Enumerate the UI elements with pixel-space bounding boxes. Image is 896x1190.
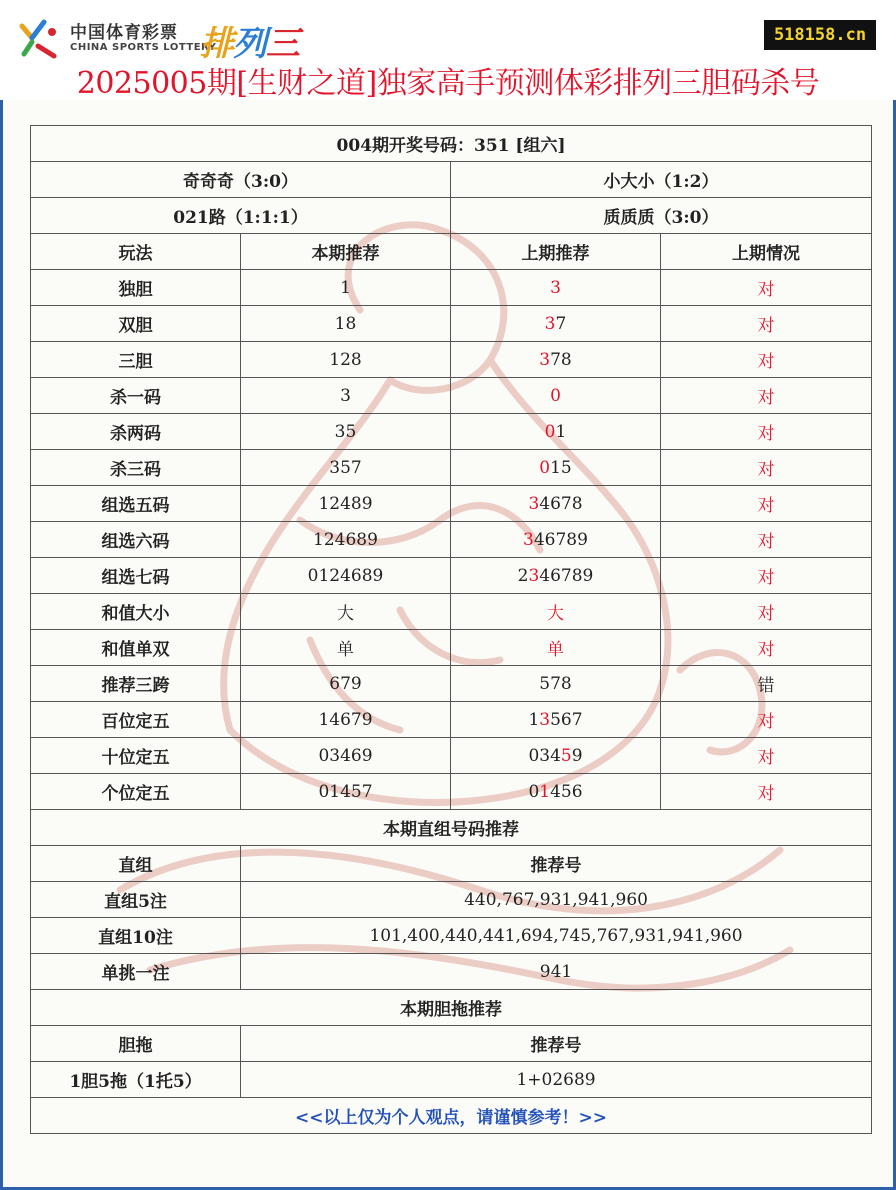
current-pick: 128: [241, 342, 451, 378]
current-pick: 12489: [241, 486, 451, 522]
current-pick: 124689: [241, 522, 451, 558]
dantuo-header-row: [31, 1026, 872, 1062]
play-type: 杀三码: [31, 450, 241, 486]
prediction-row: [31, 270, 872, 306]
dantuo-label: 1胆5拖（1托5）: [31, 1062, 241, 1098]
previous-pick: [451, 306, 661, 342]
footer-row: [31, 1098, 872, 1134]
column-header: 上期情况: [661, 234, 872, 270]
footer-note: <<以上仅为个人观点，请谨慎参考！>>: [31, 1098, 872, 1134]
prediction-row: [31, 522, 872, 558]
prediction-row: [31, 342, 872, 378]
direct-section-row: [31, 810, 872, 846]
prev-hit-digit: 3: [528, 565, 540, 586]
prediction-rows: [31, 270, 872, 810]
column-header: 玩法: [31, 234, 241, 270]
current-pick: 01457: [241, 774, 451, 810]
previous-pick: [451, 270, 661, 306]
play-type: 推荐三跨: [31, 666, 241, 702]
prediction-row: [31, 558, 872, 594]
dantuo-section-title: 本期胆拖推荐: [31, 990, 872, 1026]
play-type: 组选七码: [31, 558, 241, 594]
site-badge: 518158.cn: [764, 20, 876, 50]
odd-even-pattern: 奇奇奇（3:0）: [31, 162, 451, 198]
current-pick: 18: [241, 306, 451, 342]
direct-row: [31, 918, 872, 954]
direct-row: [31, 954, 872, 990]
previous-status: 错: [661, 666, 872, 702]
play-type: 个位定五: [31, 774, 241, 810]
direct-value: 941: [241, 954, 872, 990]
previous-status: 对: [661, 738, 872, 774]
current-pick: 1: [241, 270, 451, 306]
pattern-row-2: [31, 198, 872, 234]
previous-pick: [451, 522, 661, 558]
current-pick: 3: [241, 378, 451, 414]
prediction-row: [31, 666, 872, 702]
previous-pick: [451, 666, 661, 702]
dantuo-row: [31, 1062, 872, 1098]
prev-rest: 567: [550, 709, 583, 730]
direct-header-row: [31, 846, 872, 882]
prediction-table: [30, 125, 872, 1134]
road-pattern: 021路（1:1:1）: [31, 198, 451, 234]
brand-char-3: 三: [266, 24, 299, 64]
prev-rest: 7: [555, 313, 567, 334]
prev-rest: 9: [571, 745, 583, 766]
previous-status: 对: [661, 450, 872, 486]
dantuo-section-row: [31, 990, 872, 1026]
prev-hit-digit: 3: [523, 529, 534, 550]
previous-status: 对: [661, 414, 872, 450]
previous-pick: [451, 702, 661, 738]
previous-status: 对: [661, 774, 872, 810]
direct-value: 101,400,440,441,694,745,767,931,941,960: [241, 918, 872, 954]
current-pick: 03469: [241, 738, 451, 774]
prediction-row: [31, 486, 872, 522]
prediction-row: [31, 702, 872, 738]
prev-rest: 78: [550, 349, 572, 370]
pattern-row-1: [31, 162, 872, 198]
previous-pick: [451, 414, 661, 450]
prev-plain: 578: [539, 673, 572, 694]
logo-en-text: CHINA SPORTS LOTTERY: [70, 42, 217, 53]
direct-section-title: 本期直组号码推荐: [31, 810, 872, 846]
direct-value: 440,767,931,941,960: [241, 882, 872, 918]
prediction-row: [31, 594, 872, 630]
prev-rest: 456: [550, 781, 583, 802]
prev-hit-digit: 1: [539, 781, 551, 802]
column-header-row: [31, 234, 872, 270]
previous-status: 对: [661, 558, 872, 594]
lottery-logo: [18, 16, 328, 62]
prev-hit-digit: 3: [544, 313, 556, 334]
current-pick: 357: [241, 450, 451, 486]
previous-pick: [451, 774, 661, 810]
previous-pick: [451, 558, 661, 594]
previous-pick: [451, 630, 661, 666]
previous-status: 对: [661, 522, 872, 558]
current-pick: 35: [241, 414, 451, 450]
prev-rest: 46789: [539, 565, 594, 586]
previous-pick: [451, 450, 661, 486]
direct-label: 单挑一注: [31, 954, 241, 990]
brand-char-1: 排: [200, 24, 233, 64]
prev-pre: 1: [528, 709, 540, 730]
play-type: 杀两码: [31, 414, 241, 450]
current-pick: 14679: [241, 702, 451, 738]
prev-hit-digit: 5: [560, 745, 572, 766]
prediction-row: [31, 738, 872, 774]
prev-hit-digit: 0: [550, 385, 561, 406]
prev-hit-digit: 0: [544, 421, 556, 442]
play-type: 三胆: [31, 342, 241, 378]
play-type: 双胆: [31, 306, 241, 342]
column-header: 本期推荐: [241, 234, 451, 270]
direct-label: 直组5注: [31, 882, 241, 918]
dantuo-col-value: 推荐号: [241, 1026, 872, 1062]
prev-pre: 2: [517, 565, 529, 586]
direct-col-value: 推荐号: [241, 846, 872, 882]
prev-hit-digit: 0: [539, 457, 551, 478]
prev-hit-digit: 3: [539, 349, 551, 370]
page-title: 2025005期[生财之道]独家高手预测体彩排列三胆码杀号: [76, 66, 820, 101]
prediction-row: [31, 630, 872, 666]
play-type: 组选五码: [31, 486, 241, 522]
prime-pattern: 质质质（3:0）: [451, 198, 872, 234]
prev-hit-digit: 3: [539, 709, 551, 730]
current-pick: 679: [241, 666, 451, 702]
previous-status: 对: [661, 702, 872, 738]
current-pick: 0124689: [241, 558, 451, 594]
play-type: 和值大小: [31, 594, 241, 630]
previous-status: 对: [661, 378, 872, 414]
play-type: 和值单双: [31, 630, 241, 666]
prev-pre: 034: [528, 745, 561, 766]
play-type: 十位定五: [31, 738, 241, 774]
previous-pick: [451, 594, 661, 630]
prev-hit-digit: 3: [550, 277, 561, 298]
column-header: 上期推荐: [451, 234, 661, 270]
previous-status: 对: [661, 270, 872, 306]
draw-result: 004期开奖号码：351 [组六]: [31, 126, 872, 162]
previous-pick: [451, 738, 661, 774]
prev-pre: 0: [528, 781, 540, 802]
big-small-pattern: 小大小（1:2）: [451, 162, 872, 198]
prev-hit-digit: 3: [528, 493, 540, 514]
direct-label: 直组10注: [31, 918, 241, 954]
dantuo-value: 1+02689: [241, 1062, 872, 1098]
play-type: 独胆: [31, 270, 241, 306]
direct-row: [31, 882, 872, 918]
current-pick: 单: [241, 630, 451, 666]
play-type: 百位定五: [31, 702, 241, 738]
prediction-row: [31, 378, 872, 414]
prediction-row: [31, 774, 872, 810]
prev-rest: 1: [555, 421, 567, 442]
logo-cn-text: 中国体育彩票: [70, 23, 178, 43]
prev-rest: 15: [550, 457, 572, 478]
previous-pick: [451, 378, 661, 414]
direct-col-label: 直组: [31, 846, 241, 882]
brand-char-2: 列: [233, 24, 266, 64]
prev-rest: 4678: [539, 493, 583, 514]
play-type: 杀一码: [31, 378, 241, 414]
prediction-row: [31, 450, 872, 486]
play-type: 组选六码: [31, 522, 241, 558]
logo-mark-icon: [18, 16, 62, 60]
previous-pick: [451, 486, 661, 522]
previous-pick: [451, 342, 661, 378]
header: [0, 0, 896, 100]
prev-hit-digit: 单: [547, 640, 564, 660]
previous-status: 对: [661, 630, 872, 666]
previous-status: 对: [661, 486, 872, 522]
prev-rest: 46789: [533, 529, 588, 550]
previous-status: 对: [661, 306, 872, 342]
dantuo-col-label: 胆拖: [31, 1026, 241, 1062]
previous-status: 对: [661, 594, 872, 630]
previous-status: 对: [661, 342, 872, 378]
prediction-row: [31, 414, 872, 450]
prediction-row: [31, 306, 872, 342]
current-pick: 大: [241, 594, 451, 630]
draw-result-row: [31, 126, 872, 162]
prev-hit-digit: 大: [547, 604, 564, 624]
